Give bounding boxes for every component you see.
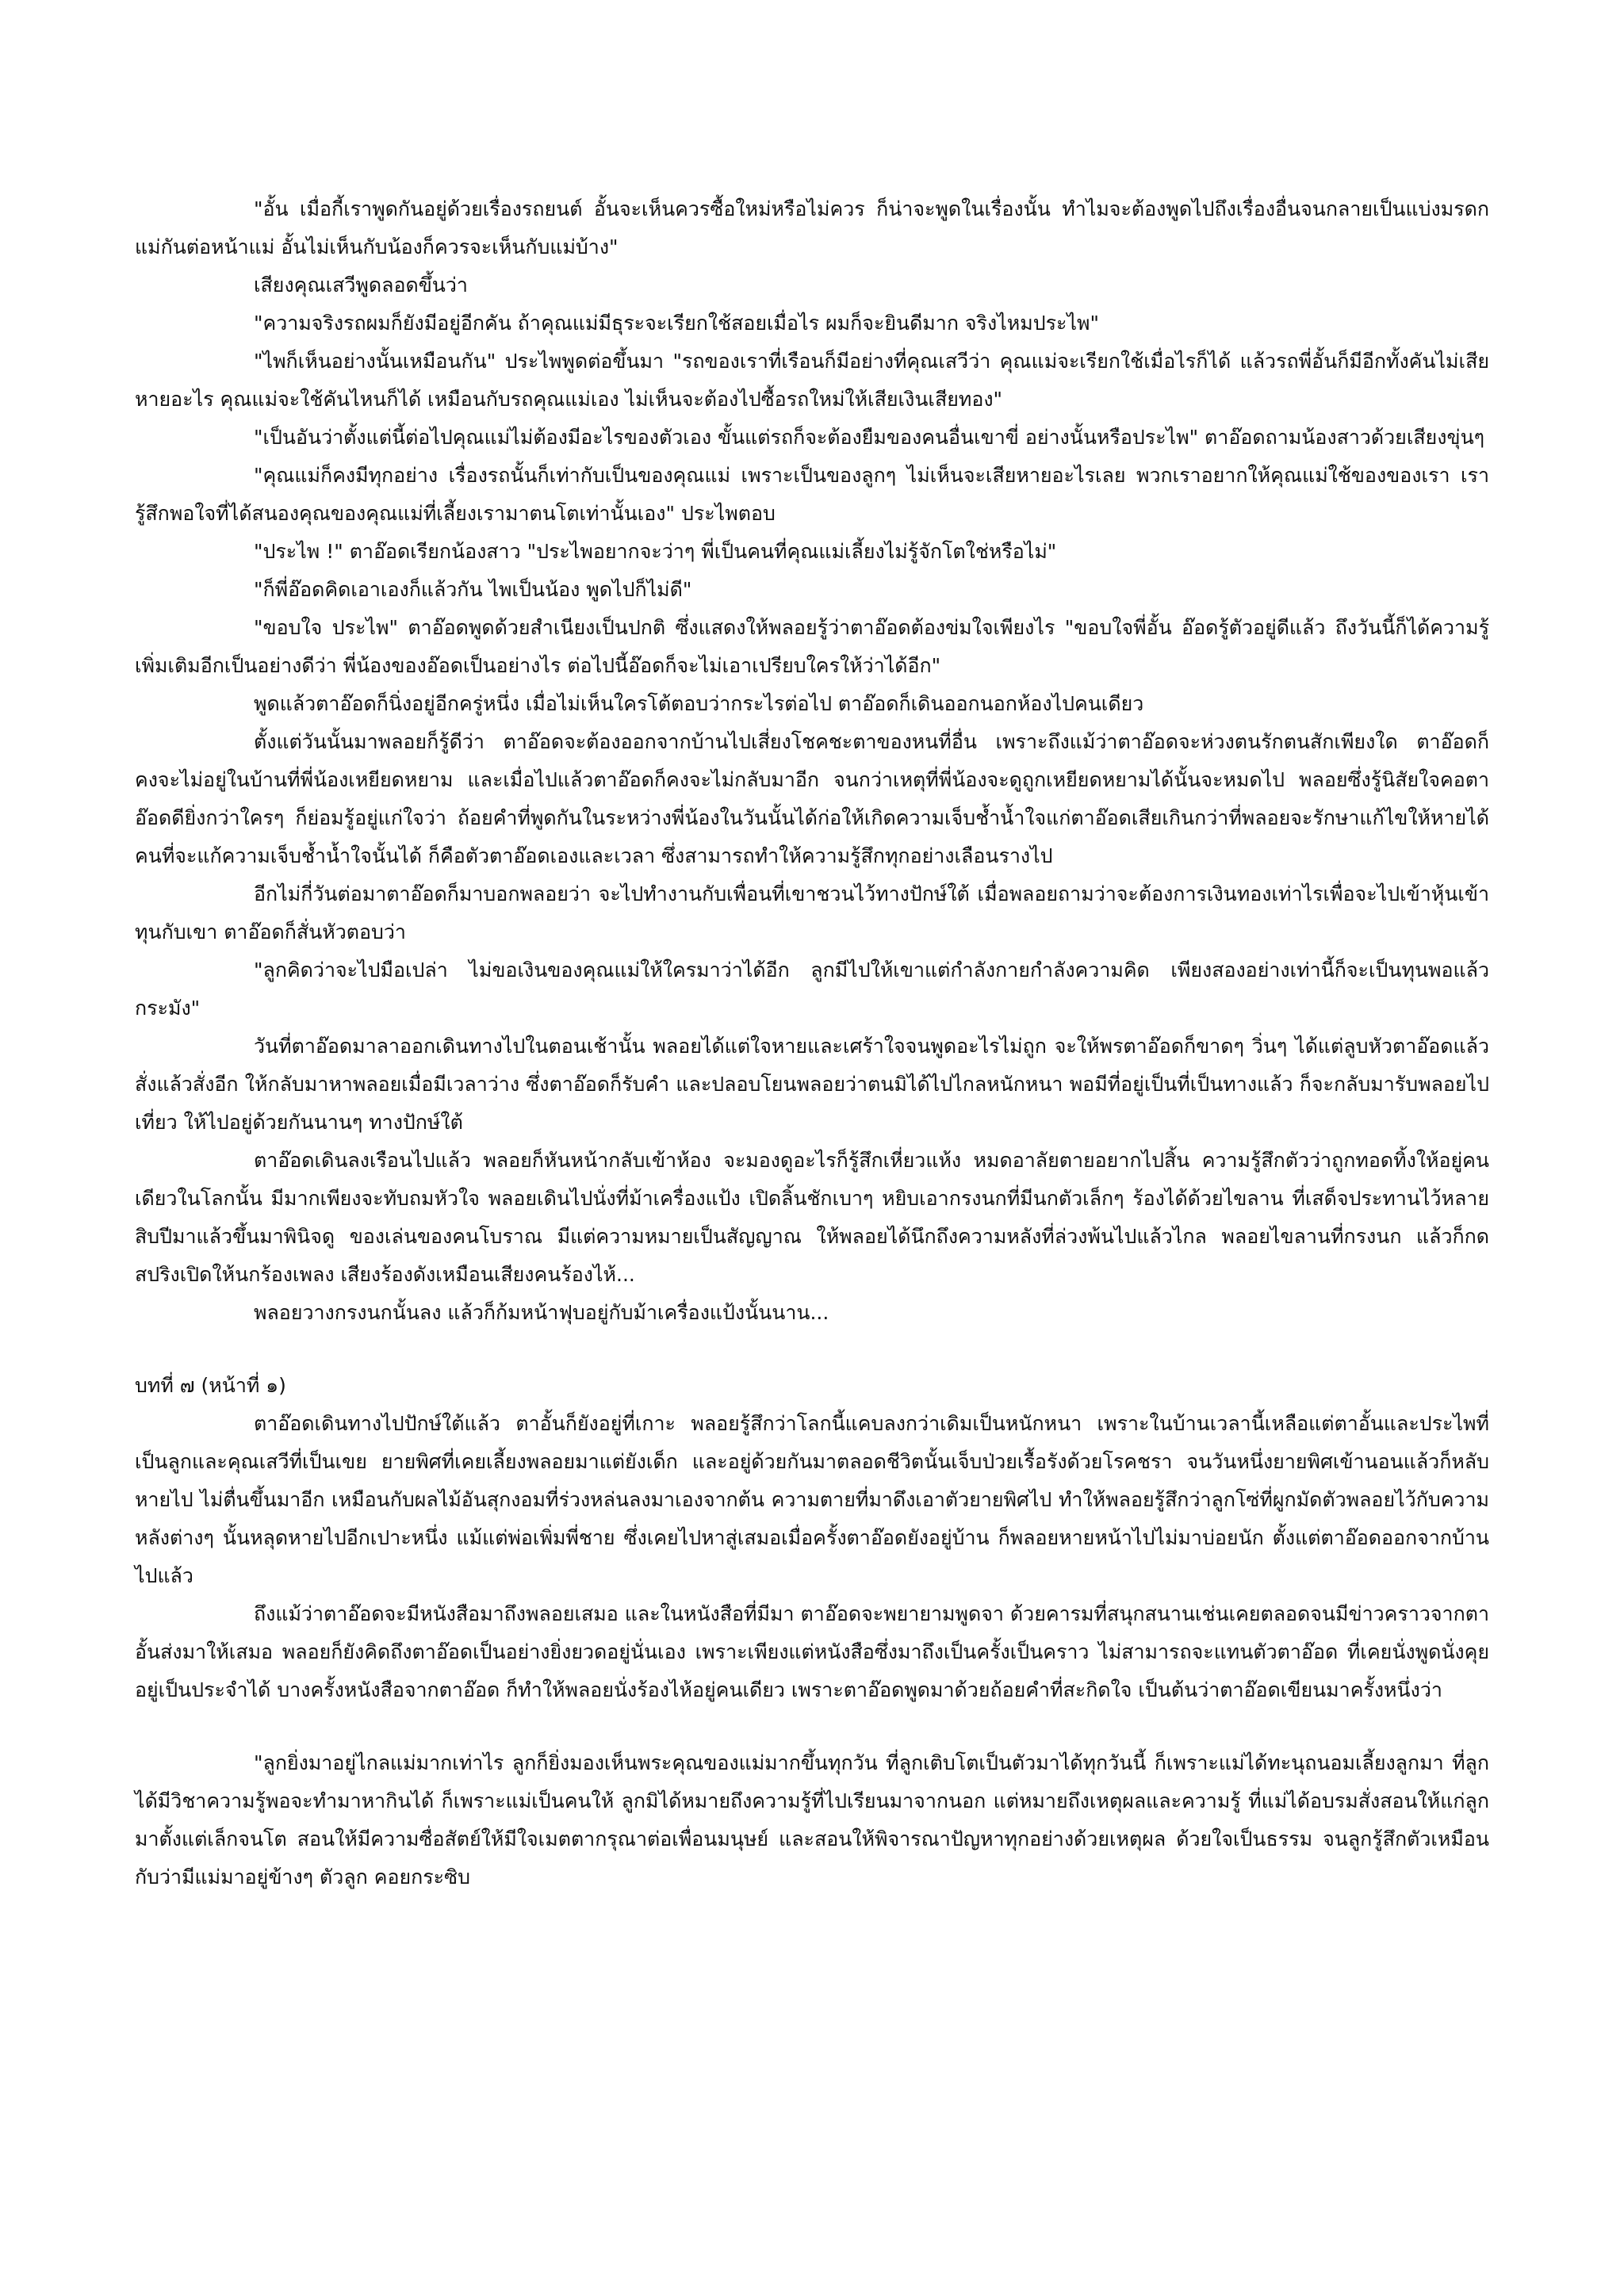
paragraph: ถึงแม้ว่าตาอ๊อดจะมีหนังสือมาถึงพลอยเสมอ และในหนังสือที่มีมา ตาอ๊อดจะพยายามพูดจา ด้วยคารมที่สนุกสนานเช่นเคยตลอดจนมีข่าวคราวจากตาอั้นส่งมาให้เสมอ พลอยก็ยังคิดถึงตาอ๊อดเป็นอย่างยิ่งยวดอยู่นั่นเอง เพราะเพียงแต่หนังสือซึ่งมาถึงเป็นครั้งเป็นคราว ไม่สามารถจะแทนตัวตาอ๊อด ที่เคยนั่งพูดนั่งคุยอยู่เป็นประจำได้ บางครั้งหนังสือจากตาอ๊อด ก็ทำให้พลอยนั่งร้องไห้อยู่คนเดียว เพราะตาอ๊อดพูดมาด้วยถ้อยคำที่สะกิดใจ เป็นต้นว่าตาอ๊อดเขียนมาครั้งหนึ่งว่า: [135, 1602, 1489, 1701]
paragraph: เสียงคุณเสวีพูดลอดขึ้นว่า: [254, 274, 468, 297]
paragraph: อีกไม่กี่วันต่อมาตาอ๊อดก็มาบอกพลอยว่า จะไปทำงานกับเพื่อนที่เขาชวนไว้ทางปักษ์ใต้ เมื่อพลอยถามว่าจะต้องการเงินทองเท่าไรเพื่อจะไปเข้าหุ้นเข้าทุนกับเขา ตาอ๊อดก็สั่นหัวตอบว่า: [135, 882, 1489, 943]
paragraph: "ขอบใจ ประไพ" ตาอ๊อดพูดด้วยสำเนียงเป็นปกติ ซึ่งแสดงให้พลอยรู้ว่าตาอ๊อดต้องข่มใจเพียงไร "ขอบใจพี่อั้น อ๊อดรู้ตัวอยู่ดีแล้ว ถึงวันนี้ก็ได้ความรู้เพิ่มเติมอีกเป็นอย่างดีว่า พี่น้องของอ๊อดเป็นอย่างไร ต่อไปนี้อ๊อดก็จะไม่เอาเปรียบใครให้ว่าได้อีก": [135, 616, 1489, 677]
paragraph: ตาอ๊อดเดินทางไปปักษ์ใต้แล้ว ตาอั้นก็ยังอยู่ที่เกาะ พลอยรู้สึกว่าโลกนี้แคบลงกว่าเดิมเป็นหนักหนา เพราะในบ้านเวลานี้เหลือแต่ตาอั้นและประไพที่เป็นลูกและคุณเสวีที่เป็นเขย ยายพิศที่เคยเลี้ยงพลอยมาแต่ยังเด็ก และอยู่ด้วยกันมาตลอดชีวิตนั้นเจ็บป่วยเรื้อรังด้วยโรคชรา จนวันหนึ่งยายพิศเข้านอนแล้วก็หลับหายไป ไม่ตื่นขึ้นมาอีก เหมือนกับผลไม้อันสุกงอมที่ร่วงหล่นลงมาเองจากต้น ความตายที่มาดึงเอาตัวยายพิศไป ทำให้พลอยรู้สึกว่าลูกโซ่ที่ผูกมัดตัวพลอยไว้กับความหลังต่างๆ นั้นหลุดหายไปอีกเปาะหนึ่ง แม้แต่พ่อเพิ่มพี่ชาย ซึ่งเคยไปหาสู่เสมอเมื่อครั้งตาอ๊อดยังอยู่บ้าน ก็พลอยหายหน้าไปไม่มาบ่อยนัก ตั้งแต่ตาอ๊อดออกจากบ้านไปแล้ว: [135, 1412, 1489, 1587]
paragraph: "ก็พี่อ๊อดคิดเอาเองก็แล้วกัน ไพเป็นน้อง พูดไปก็ไม่ดี": [254, 578, 692, 601]
paragraph: "ไพก็เห็นอย่างนั้นเหมือนกัน" ประไพพูดต่อขึ้นมา "รถของเราที่เรือนก็มีอย่างที่คุณเสวีว่า คุณแม่จะเรียกใช้เมื่อไรก็ได้ แล้วรถพี่อั้นก็มีอีกทั้งคันไม่เสียหายอะไร คุณแม่จะใช้คันไหนก็ได้ เหมือนกับรถคุณแม่เอง ไม่เห็นจะต้องไปซื้อรถใหม่ให้เสียเงินเสียทอง": [135, 350, 1489, 411]
paragraph: ตั้งแต่วันนั้นมาพลอยก็รู้ดีว่า ตาอ๊อดจะต้องออกจากบ้านไปเสี่ยงโชคชะตาของหนที่อื่น เพราะถึงแม้ว่าตาอ๊อดจะห่วงตนรักตนสักเพียงใด ตาอ๊อดก็คงจะไม่อยู่ในบ้านที่พี่น้องเหยียดหยาม และเมื่อไปแล้วตาอ๊อดก็คงจะไม่กลับมาอีก จนกว่าเหตุที่พี่น้องจะดูถูกเหยียดหยามได้นั้นจะหมดไป พลอยซึ่งรู้นิสัยใจคอตาอ๊อดดียิ่งกว่าใครๆ ก็ย่อมรู้อยู่แก่ใจว่า ถ้อยคำที่พูดกันในระหว่างพี่น้องในวันนั้นได้ก่อให้เกิดความเจ็บช้ำน้ำใจแก่ตาอ๊อดเสียเกินกว่าที่พลอยจะรักษาแก้ไขให้หายได้ คนที่จะแก้ความเจ็บช้ำน้ำใจนั้นได้ ก็คือตัวตาอ๊อดเองและเวลา ซึ่งสามารถทำให้ความรู้สึกทุกอย่างเลือนรางไป: [135, 730, 1489, 867]
paragraph: "คุณแม่ก็คงมีทุกอย่าง เรื่องรถนั้นก็เท่ากับเป็นของคุณแม่ เพราะเป็นของลูกๆ ไม่เห็นจะเสียหายอะไรเลย พวกเราอยากให้คุณแม่ใช้ของของเรา เรารู้สึกพอใจที่ได้สนองคุณของคุณแม่ที่เลี้ยงเรามาตนโตเท่านั้นเอง" ประไพตอบ: [135, 464, 1489, 525]
paragraph: พูดแล้วตาอ๊อดก็นิ่งอยู่อีกครู่หนึ่ง เมื่อไม่เห็นใครโต้ตอบว่ากระไรต่อไป ตาอ๊อดก็เดินออกนอกห้องไปคนเดียว: [254, 692, 1144, 715]
paragraph: พลอยวางกรงนกนั้นลง แล้วก็ก้มหน้าฟุบอยู่กับม้าเครื่องแป้งนั้นนาน...: [254, 1301, 829, 1324]
paragraph: "ลูกยิ่งมาอยู่ไกลแม่มากเท่าไร ลูกก็ยิ่งมองเห็นพระคุณของแม่มากขึ้นทุกวัน ที่ลูกเติบโตเป็นตัวมาได้ทุกวันนี้ ก็เพราะแม่ได้ทะนุถนอมเลี้ยงลูกมา ที่ลูกได้มีวิชาความรู้พอจะทำมาหากินได้ ก็เพราะแม่เป็นคนให้ ลูกมิได้หมายถึงความรู้ที่ไปเรียนมาจากนอก แต่หมายถึงเหตุผลและความรู้ ที่แม่ได้อบรมสั่งสอนให้แก่ลูกมาตั้งแต่เล็กจนโต สอนให้มีความซื่อสัตย์ให้มีใจเมตตากรุณาต่อเพื่อนมนุษย์ และสอนให้พิจารณาปัญหาทุกอย่างด้วยเหตุผล ด้วยใจเป็นธรรม จนลูกรู้สึกตัวเหมือนกับว่ามีแม่มาอยู่ข้างๆ ตัวลูก คอยกระซิบ: [135, 1751, 1489, 1888]
paragraph: "ประไพ !" ตาอ๊อดเรียกน้องสาว "ประไพอยากจะว่าๆ พี่เป็นคนที่คุณแม่เลี้ยงไม่รู้จักโตใช่หรือไม่": [254, 540, 1057, 563]
chapter-heading: บทที่ ๗ (หน้าที่ ๑): [135, 1374, 286, 1397]
paragraph: ตาอ๊อดเดินลงเรือนไปแล้ว พลอยก็หันหน้ากลับเข้าห้อง จะมองดูอะไรก็รู้สึกเหี่ยวแห้ง หมดอาลัยตายอยากไปสิ้น ความรู้สึกตัวว่าถูกทอดทิ้งให้อยู่คนเดียวในโลกนั้น มีมากเพียงจะทับถมหัวใจ พลอยเดินไปนั่งที่ม้าเครื่องแป้ง เปิดลิ้นชักเบาๆ หยิบเอากรงนกที่มีนกตัวเล็กๆ ร้องได้ด้วยไขลาน ที่เสด็จประทานไว้หลายสิบปีมาแล้วขึ้นมาพินิจดู ของเล่นของคนโบราณ มีแต่ความหมายเป็นสัญญาณ ให้พลอยได้นึกถึงความหลังที่ล่วงพ้นไปแล้วไกล พลอยไขลานที่กรงนก แล้วก็กดสปริงเปิดให้นกร้องเพลง เสียงร้องดังเหมือนเสียงคนร้องไห้...: [135, 1149, 1489, 1286]
paragraph: "ลูกคิดว่าจะไปมือเปล่า ไม่ขอเงินของคุณแม่ให้ใครมาว่าได้อีก ลูกมีไปให้เขาแต่กำลังกายกำลังความคิด เพียงสองอย่างเท่านี้ก็จะเป็นทุนพอแล้วกระมัง": [135, 959, 1489, 1020]
paragraph: "อั้น เมื่อกี้เราพูดกันอยู่ด้วยเรื่องรถยนต์ อั้นจะเห็นควรซื้อใหม่หรือไม่ควร ก็น่าจะพูดในเรื่องนั้น ทำไมจะต้องพูดไปถึงเรื่องอื่นจนกลายเป็นแบ่งมรดกแม่กันต่อหน้าแม่ อั้นไม่เห็นกับน้องก็ควรจะเห็นกับแม่บ้าง": [135, 197, 1489, 258]
paragraph: "เป็นอันว่าตั้งแต่นี้ต่อไปคุณแม่ไม่ต้องมีอะไรของตัวเอง ขั้นแต่รถก็จะต้องยืมของคนอื่นเขาขี่ อย่างนั้นหรือประไพ" ตาอ๊อดถามน้องสาวด้วยเสียงขุ่นๆ: [254, 426, 1485, 449]
paragraph: "ความจริงรถผมก็ยังมีอยู่อีกคัน ถ้าคุณแม่มีธุระจะเรียกใช้สอยเมื่อไร ผมก็จะยินดีมาก จริงไหมประไพ": [254, 312, 1100, 335]
paragraph: วันที่ตาอ๊อดมาลาออกเดินทางไปในตอนเช้านั้น พลอยได้แต่ใจหายและเศร้าใจจนพูดอะไรไม่ถูก จะให้พรตาอ๊อดก็ขาดๆ วิ่นๆ ได้แต่ลูบหัวตาอ๊อดแล้วสั่งแล้วสั่งอีก ให้กลับมาหาพลอยเมื่อมีเวลาว่าง ซึ่งตาอ๊อดก็รับคำ และปลอบโยนพลอยว่าตนมิได้ไปไกลหนักหนา พอมีที่อยู่เป็นที่เป็นทางแล้ว ก็จะกลับมารับพลอยไปเที่ยว ให้ไปอยู่ด้วยกันนานๆ ทางปักษ์ใต้: [135, 1035, 1489, 1134]
